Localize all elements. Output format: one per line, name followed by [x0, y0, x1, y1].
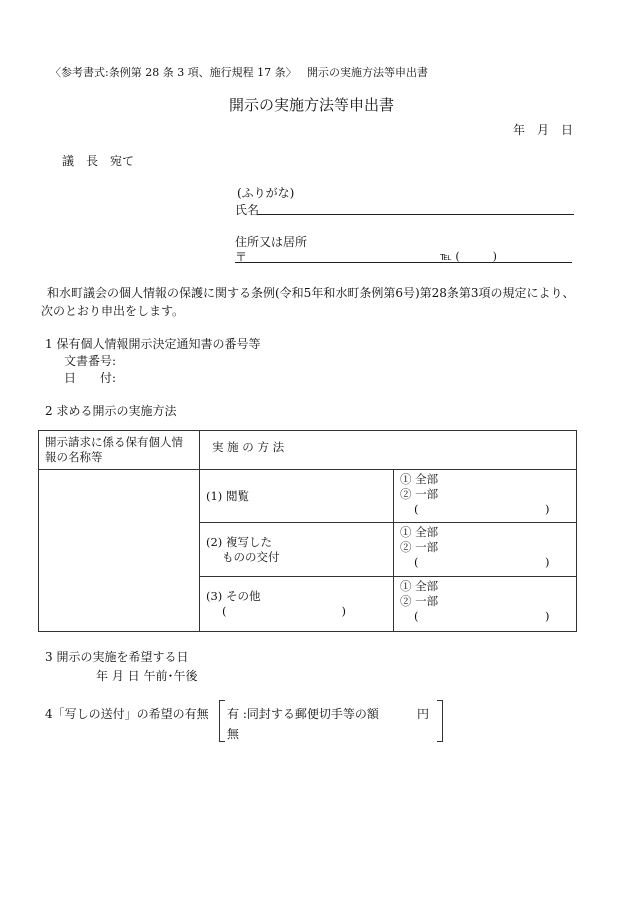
name-label: 氏名: [235, 203, 260, 217]
option-part-3[interactable]: ② 一部: [400, 594, 439, 608]
scope-cell-3: [394, 577, 577, 632]
reference-format-note: 〈参考書式:条例第 28 条 3 項、施行規程 17 条〉: [50, 66, 297, 79]
option-detail-1: ( ): [414, 502, 550, 516]
method-3-detail: ( ): [222, 604, 346, 618]
document-number-label: 文書番号:: [64, 354, 117, 368]
desired-date-line: 年 月 日 午前･午後: [96, 669, 198, 683]
section-4-heading: 4「写しの送付」の希望の有無: [45, 707, 209, 721]
furigana-label: (ふりがな): [237, 186, 295, 200]
scope-cell-1: [394, 470, 577, 523]
name-field-line: [257, 214, 574, 215]
method-2-label-line-2: ものの交付: [222, 550, 280, 564]
method-1-label: (1) 閲覧: [206, 489, 249, 503]
section-2-heading: 2 求める開示の実施方法: [45, 404, 177, 418]
method-cell-3: [200, 577, 394, 632]
yen-label: 円: [417, 707, 430, 721]
page-title: 開示の実施方法等申出書: [229, 96, 395, 114]
col-info-name-header-line-1: 開示請求に係る保有個人情: [45, 435, 183, 449]
col-method-header: [200, 431, 577, 470]
method-2-label: (2) 複写した: [206, 535, 272, 549]
option-all-2[interactable]: ① 全部: [400, 525, 439, 539]
right-bracket: [437, 700, 443, 742]
col-info-name-header: [39, 431, 200, 470]
table-header-row: [39, 431, 577, 470]
section-3-heading: 3 開示の実施を希望する日: [45, 650, 189, 664]
date-line: 年 月 日: [513, 123, 574, 137]
method-cell-2: [200, 523, 394, 577]
option-part-2[interactable]: ② 一部: [400, 540, 439, 554]
postal-mark: 〒: [235, 250, 248, 264]
col-info-name-header-line-2: 報の名称等: [45, 450, 103, 464]
method-3-label: (3) その他: [206, 589, 261, 603]
address-label: 住所又は居所: [235, 235, 308, 249]
address-field-line: [235, 262, 572, 263]
table-row-inspection: [39, 470, 577, 523]
section-1-heading: 1 保有個人情報開示決定通知書の番号等: [45, 337, 261, 351]
tel-label: ℡ ( ): [440, 250, 497, 263]
option-yes[interactable]: 有 :同封する郵便切手等の額: [227, 707, 379, 721]
method-cell-1: [200, 470, 394, 523]
scope-cell-2: [394, 523, 577, 577]
option-no[interactable]: 無: [227, 727, 240, 741]
info-name-cell[interactable]: [39, 470, 200, 632]
left-bracket: [219, 700, 225, 742]
intro-line-2: 次のとおり申出をします。: [41, 304, 185, 318]
intro-line-1: 和水町議会の個人情報の保護に関する条例(令和5年和水町条例第6号)第28条第3項の規定により、: [47, 286, 575, 300]
option-part-1[interactable]: ② 一部: [400, 487, 439, 501]
addressee: 議 長 宛て: [62, 154, 135, 168]
col-method-header-label: 実 施 の 方 法: [212, 440, 285, 454]
disclosure-method-table: [38, 430, 577, 632]
option-all-3[interactable]: ① 全部: [400, 579, 439, 593]
option-detail-2: ( ): [414, 555, 550, 569]
option-detail-3: ( ): [414, 609, 550, 623]
header-document-name: 開示の実施方法等申出書: [307, 66, 428, 79]
option-all-1[interactable]: ① 全部: [400, 472, 439, 486]
notice-date-label: 日 付:: [64, 371, 117, 385]
